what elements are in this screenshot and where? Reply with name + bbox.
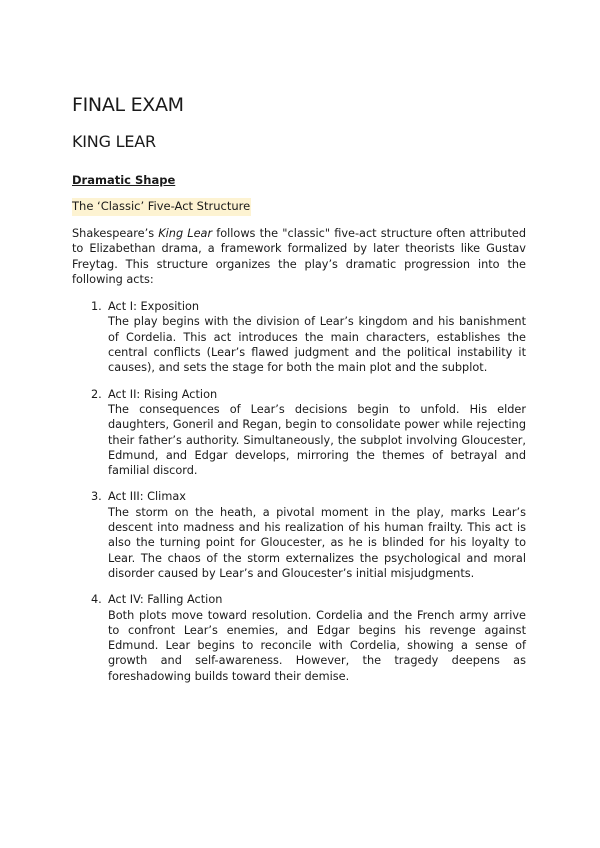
intro-paragraph	[72, 226, 526, 287]
highlighted-subheading: The ‘Classic’ Five-Act Structure	[72, 198, 251, 216]
list-item-title: Act IV: Falling Action	[108, 593, 223, 607]
list-item-description: The consequences of Lear’s decisions begin to unfold. His elder daughters, Goneril and Regan, begin to consolidate power while rejecting their father’s authority. Simultaneously, the subplot involving Gloucester, Edmund, and Edgar develops, mirroring the themes of betrayal and familial discord.	[108, 402, 526, 478]
list-item-act-3	[72, 489, 526, 581]
list-item-number: 2.	[91, 387, 102, 401]
list-item-description: The storm on the heath, a pivotal moment in the play, marks Lear’s descent into madness and his realization of his human frailty. This act is also the turning point for Gloucester, as he is blinded for his loyalty to Lear. The chaos of the storm externalizes the psychological and moral disorder caused by Lear’s and Gloucester’s initial misjudgments.	[108, 505, 526, 580]
list-item-title: Act I: Exposition	[108, 300, 200, 314]
list-item-number: 3.	[91, 490, 102, 504]
list-item-number: 1.	[91, 300, 102, 314]
subheading-wrapper	[72, 188, 526, 216]
intro-text-before: Shakespeare’s	[72, 227, 159, 240]
list-item-title: Act III: Climax	[108, 490, 186, 504]
list-item-act-1	[72, 299, 526, 375]
list-item-act-4	[72, 592, 526, 684]
page-title: FINAL EXAM	[72, 94, 184, 116]
list-item-description: Both plots move toward resolution. Cordelia and the French army arrive to confront Lear’s enemies, and Edgar begins his revenge against Edmund. Lear begins to reconcile with Cordelia, showing a sense of growth and self-awareness. However, the tragedy deepens as foreshadowing builds toward their demise.	[108, 608, 526, 683]
page-subtitle: KING LEAR	[72, 132, 156, 151]
list-item-act-2	[72, 387, 526, 479]
document-body	[72, 94, 526, 695]
intro-play-title: King Lear	[158, 227, 213, 240]
acts-list	[72, 299, 526, 684]
section-heading: Dramatic Shape	[72, 173, 176, 187]
list-item-number: 4.	[91, 593, 102, 607]
intro-text-after: follows the "classic" five-act structure often attributed to Elizabethan drama, a framework formalized by later theorists like Gustav Freytag. This structure organizes the play’s dramatic progression into the following acts:	[72, 227, 527, 286]
list-item-title: Act II: Rising Action	[108, 387, 218, 401]
list-item-description: The play begins with the division of Lear’s kingdom and his banishment of Cordelia. This act introduces the main characters, establishes the central conflicts (Lear’s flawed judgment and the political instability it causes), and sets the stage for both the main plot and the subplot.	[108, 315, 526, 375]
